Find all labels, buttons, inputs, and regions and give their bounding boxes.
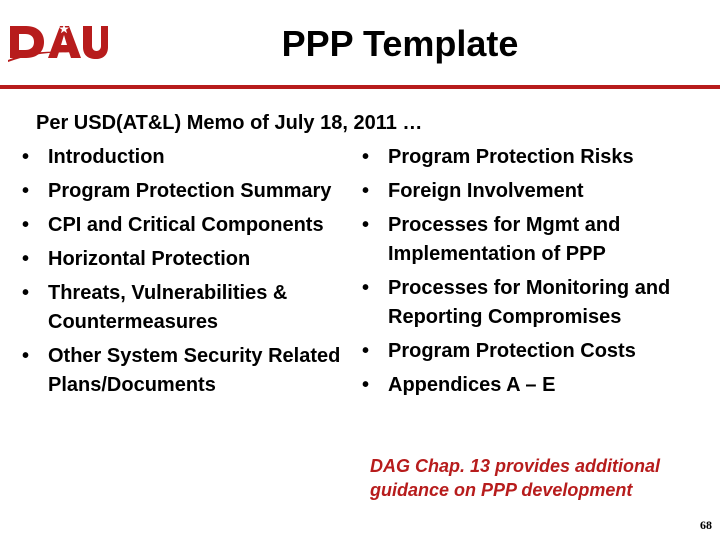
subtitle: Per USD(AT&L) Memo of July 18, 2011 … <box>36 112 423 134</box>
bullet-icon: • <box>22 146 30 168</box>
bullet-icon: • <box>22 214 30 236</box>
list-item: • Horizontal Protection <box>20 245 350 274</box>
list-item: • Program Protection Risks <box>360 143 705 172</box>
list-item: • Processes for Mgmt and Implementation of PPP <box>360 211 705 269</box>
list-item: • Program Protection Summary <box>20 177 350 206</box>
bullet-icon: • <box>362 214 370 236</box>
left-bullet-list <box>20 143 350 405</box>
page-number: 68 <box>700 518 712 532</box>
bullet-icon: • <box>22 180 30 202</box>
list-item: • Appendices A – E <box>360 371 705 400</box>
title-divider <box>0 85 720 89</box>
bullet-icon: • <box>362 146 370 168</box>
page-title: PPP Template <box>281 23 519 64</box>
bullet-icon: • <box>362 374 370 396</box>
list-item: • Program Protection Costs <box>360 337 705 366</box>
bullet-icon: • <box>362 340 370 362</box>
list-item: • CPI and Critical Components <box>20 211 350 240</box>
dau-logo <box>8 20 108 64</box>
right-bullet-list <box>360 143 705 405</box>
bullet-icon: • <box>362 277 370 299</box>
bullet-icon: • <box>362 180 370 202</box>
list-item: • Other System Security Related Plans/Documents <box>20 342 350 400</box>
guidance-note: DAG Chap. 13 provides additional guidance on PPP development <box>370 456 661 500</box>
list-item: • Foreign Involvement <box>360 177 705 206</box>
bullet-icon: • <box>22 345 30 367</box>
list-item: • Introduction <box>20 143 350 172</box>
bullet-icon: • <box>22 282 30 304</box>
list-item: • Processes for Monitoring and Reporting Compromises <box>360 274 705 332</box>
list-item: • Threats, Vulnerabilities & Countermeasures <box>20 279 350 337</box>
bullet-icon: • <box>22 248 30 270</box>
